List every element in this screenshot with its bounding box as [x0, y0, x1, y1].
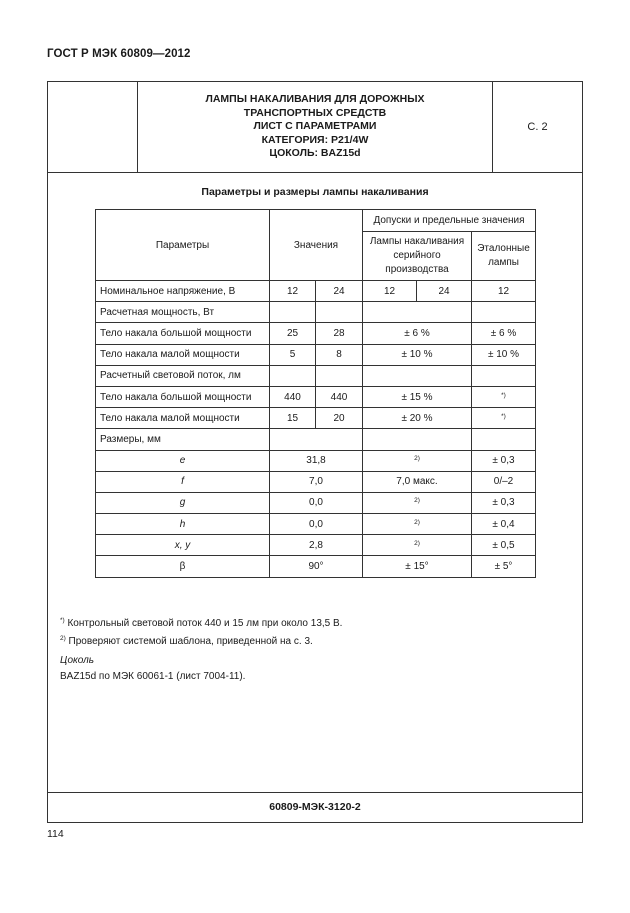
table-row: Расчетная мощность, Вт: [96, 302, 536, 323]
standard-code: ГОСТ Р МЭК 60809—2012: [47, 48, 191, 60]
table-title: Параметры и размеры лампы накаливания: [201, 186, 429, 198]
footnote-ref: *): [501, 391, 506, 399]
footnotes: [60, 613, 342, 649]
footnote-ref: 2): [414, 497, 420, 505]
base-text: BAZ15d по МЭК 60061-1 (лист 7004-11).: [60, 671, 246, 682]
page-number: 114: [47, 828, 64, 840]
table-row: Тело накала малой мощности 15 20 ± 20 % *): [96, 408, 536, 429]
header-tolerances: Допуски и предельные значения: [363, 210, 536, 232]
table-row: f 7,0 7,0 макс. 0/–2: [96, 471, 536, 492]
title-line: ЛАМПЫ НАКАЛИВАНИЯ ДЛЯ ДОРОЖНЫХ: [205, 93, 425, 106]
table-header-row: [96, 210, 536, 232]
header-serial: Лампы накаливания серийного производства: [363, 232, 472, 281]
title-line: ЛИСТ С ПАРАМЕТРАМИ: [253, 120, 377, 133]
table-row: x, y 2,8 $^{2)}$ ± 0,5: [96, 535, 536, 556]
title-line: ТРАНСПОРТНЫХ СРЕДСТВ: [243, 106, 387, 119]
header-divider: [48, 172, 582, 173]
header-reference: Эталонные лампы: [472, 232, 536, 281]
footnote: $^{2)}$ Проверяют системой шаблона, приведенной на с. 3.: [60, 635, 313, 647]
sheet-title: [138, 82, 493, 172]
title-line: КАТЕГОРИЯ: P21/4W: [261, 133, 369, 146]
base-section: [60, 653, 245, 685]
parameters-table: [95, 209, 536, 578]
header-values: Значения: [270, 210, 363, 281]
footnote-ref: 2): [414, 518, 420, 526]
sheet-frame: [47, 81, 583, 823]
header-params: Параметры: [96, 210, 270, 281]
table-row: e 31,8 $^{2)}$ ± 0,3: [96, 450, 536, 471]
table-row: g 0,0 $^{2)}$ ± 0,3: [96, 492, 536, 513]
table-row: β 90° ± 15° ± 5°: [96, 556, 536, 577]
table-row: Тело накала малой мощности 5 8 ± 10 % ± 10 %: [96, 344, 536, 365]
header-left-cell: [48, 82, 138, 172]
sheet-page-ref: С. 2: [527, 121, 548, 133]
table-row: h 0,0 $^{2)}$ ± 0,4: [96, 514, 536, 535]
table-row: Тело накала большой мощности 25 28 ± 6 % ± 6 %: [96, 323, 536, 344]
base-caption: Цоколь: [60, 655, 95, 666]
footnote-ref: 2): [414, 455, 420, 463]
table-row: Тело накала большой мощности 440 440 ± 15 % *): [96, 386, 536, 407]
footnote-ref: 2): [414, 539, 420, 547]
footnote-ref: *): [501, 412, 506, 420]
table-row: Расчетный световой поток, лм: [96, 365, 536, 386]
table-row: Размеры, мм: [96, 429, 536, 450]
footnote: *) Контрольный световой поток 440 и 15 лм при около 13,5 В.: [60, 617, 343, 629]
title-line: ЦОКОЛЬ: BAZ15d: [269, 147, 361, 160]
table-row: Номинальное напряжение, В 12 24 12 24 12: [96, 281, 536, 302]
sheet-code: 60809-МЭК-3120-2: [269, 801, 361, 813]
